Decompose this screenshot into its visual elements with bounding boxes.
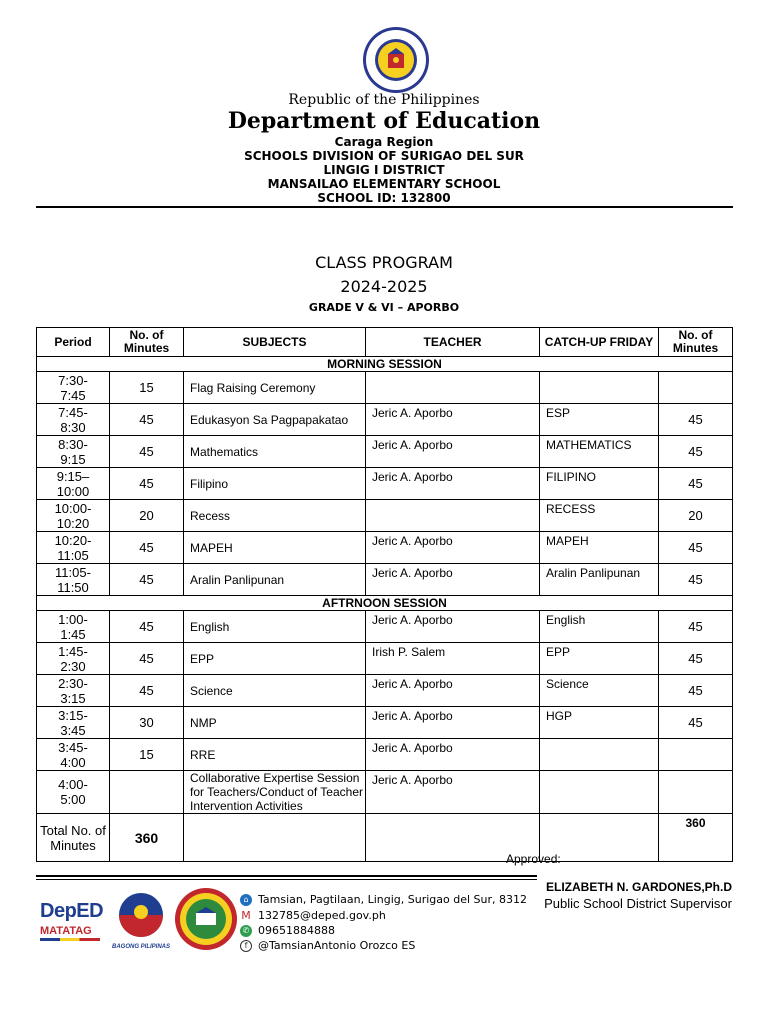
afternoon-session-label: AFTRNOON SESSION bbox=[37, 596, 733, 611]
matatag-text: MATATAG bbox=[40, 925, 92, 937]
friday-minutes-cell: 45 bbox=[659, 532, 733, 564]
facebook-text: @TamsianAntonio Orozco ES bbox=[258, 939, 416, 952]
catchup-cell: Aralin Panlipunan bbox=[540, 564, 659, 596]
period-cell: 3:15- 3:45 bbox=[37, 707, 110, 739]
period-cell: 7:45- 8:30 bbox=[37, 404, 110, 436]
deped-seal-logo bbox=[362, 26, 430, 94]
friday-minutes-cell: 45 bbox=[659, 468, 733, 500]
home-icon: ⌂ bbox=[240, 894, 252, 906]
division-text: SCHOOLS DIVISION OF SURIGAO DEL SUR bbox=[244, 149, 524, 163]
catchup-cell bbox=[540, 739, 659, 771]
subject-cell: Flag Raising Ceremony bbox=[184, 372, 366, 404]
header-period: Period bbox=[37, 328, 110, 357]
email-text: 132785@deped.gov.ph bbox=[258, 909, 386, 922]
subject-cell: Mathematics bbox=[184, 436, 366, 468]
subject-cell: NMP bbox=[184, 707, 366, 739]
subject-cell: Edukasyon Sa Pagpapakatao bbox=[184, 404, 366, 436]
period-cell: 7:30- 7:45 bbox=[37, 372, 110, 404]
table-row bbox=[37, 675, 733, 707]
total-label: Total No. of Minutes bbox=[37, 814, 110, 862]
subject-cell: Recess bbox=[184, 500, 366, 532]
total-friday-minutes: 360 bbox=[659, 814, 733, 862]
minutes-cell: 45 bbox=[110, 675, 184, 707]
class-program-table bbox=[36, 327, 733, 862]
catchup-cell: FILIPINO bbox=[540, 468, 659, 500]
minutes-cell: 45 bbox=[110, 436, 184, 468]
minutes-cell: 45 bbox=[110, 564, 184, 596]
catchup-cell: EPP bbox=[540, 643, 659, 675]
teacher-cell: Jeric A. Aporbo bbox=[366, 771, 540, 814]
footer-rule bbox=[36, 875, 537, 877]
teacher-cell: Jeric A. Aporbo bbox=[366, 675, 540, 707]
header-rule bbox=[36, 206, 733, 208]
signatory-position: Public School District Supervisor bbox=[544, 896, 732, 911]
table-row bbox=[37, 372, 733, 404]
footer-rule-thin bbox=[36, 879, 537, 880]
email-icon: M bbox=[241, 908, 251, 922]
school-year: 2024-2025 bbox=[340, 277, 428, 296]
friday-minutes-cell: 20 bbox=[659, 500, 733, 532]
period-cell: 1:45- 2:30 bbox=[37, 643, 110, 675]
approved-label: Approved: bbox=[506, 852, 561, 866]
phone-text: 09651884888 bbox=[258, 924, 335, 937]
table-row bbox=[37, 436, 733, 468]
minutes-cell: 20 bbox=[110, 500, 184, 532]
deped-matatag-logo bbox=[40, 900, 104, 950]
friday-minutes-cell: 45 bbox=[659, 436, 733, 468]
teacher-cell: Irish P. Salem bbox=[366, 643, 540, 675]
morning-session-label: MORNING SESSION bbox=[37, 357, 733, 372]
period-cell: 3:45- 4:00 bbox=[37, 739, 110, 771]
district-text: LINGIG I DISTRICT bbox=[323, 163, 445, 177]
minutes-cell: 45 bbox=[110, 532, 184, 564]
table-row bbox=[37, 468, 733, 500]
catchup-cell: Science bbox=[540, 675, 659, 707]
region-text: Caraga Region bbox=[334, 135, 434, 149]
period-cell: 11:05- 11:50 bbox=[37, 564, 110, 596]
subject-cell: Collaborative Expertise Session for Teachers/Conduct of Teacher Intervention Activities bbox=[184, 771, 366, 814]
friday-minutes-cell: 45 bbox=[659, 643, 733, 675]
table-header-row bbox=[37, 328, 733, 357]
table-row bbox=[37, 404, 733, 436]
republic-text: Republic of the Philippines bbox=[288, 92, 480, 108]
friday-minutes-cell: 45 bbox=[659, 404, 733, 436]
catchup-cell: English bbox=[540, 611, 659, 643]
contact-phone bbox=[240, 924, 335, 937]
period-cell: 9:15– 10:00 bbox=[37, 468, 110, 500]
department-title: Department of Education bbox=[227, 108, 541, 134]
morning-session-row bbox=[37, 357, 733, 372]
catchup-cell: ESP bbox=[540, 404, 659, 436]
period-cell: 8:30- 9:15 bbox=[37, 436, 110, 468]
bagong-pilipinas-emblem bbox=[112, 890, 170, 940]
table-row bbox=[37, 500, 733, 532]
subject-cell: EPP bbox=[184, 643, 366, 675]
header-teacher: TEACHER bbox=[366, 328, 540, 357]
minutes-cell: 45 bbox=[110, 611, 184, 643]
minutes-cell: 30 bbox=[110, 707, 184, 739]
deped-logo-text: DepED bbox=[40, 900, 104, 922]
header-minutes: No. of Minutes bbox=[110, 328, 184, 357]
minutes-cell: 15 bbox=[110, 739, 184, 771]
table-row bbox=[37, 611, 733, 643]
period-cell: 4:00- 5:00 bbox=[37, 771, 110, 814]
period-cell: 10:20- 11:05 bbox=[37, 532, 110, 564]
catchup-cell: MATHEMATICS bbox=[540, 436, 659, 468]
contact-email bbox=[240, 909, 386, 922]
teacher-cell: Jeric A. Aporbo bbox=[366, 611, 540, 643]
subject-cell: Aralin Panlipunan bbox=[184, 564, 366, 596]
table-row bbox=[37, 771, 733, 814]
friday-minutes-cell bbox=[659, 739, 733, 771]
class-program-title: CLASS PROGRAM bbox=[315, 253, 453, 272]
teacher-cell bbox=[366, 500, 540, 532]
signatory bbox=[544, 880, 732, 911]
teacher-cell: Jeric A. Aporbo bbox=[366, 436, 540, 468]
subject-cell: MAPEH bbox=[184, 532, 366, 564]
teacher-cell: Jeric A. Aporbo bbox=[366, 532, 540, 564]
subject-cell: RRE bbox=[184, 739, 366, 771]
friday-minutes-cell: 45 bbox=[659, 564, 733, 596]
phone-icon: ✆ bbox=[240, 925, 252, 937]
catchup-cell: MAPEH bbox=[540, 532, 659, 564]
teacher-cell bbox=[366, 372, 540, 404]
minutes-cell: 45 bbox=[110, 468, 184, 500]
total-subject-cell bbox=[184, 814, 366, 862]
contact-facebook bbox=[240, 939, 415, 952]
header-friday-minutes: No. of Minutes bbox=[659, 328, 733, 357]
teacher-cell: Jeric A. Aporbo bbox=[366, 564, 540, 596]
table-row bbox=[37, 532, 733, 564]
catchup-cell bbox=[540, 771, 659, 814]
total-row bbox=[37, 814, 733, 862]
contact-address bbox=[240, 893, 527, 906]
subject-cell: Science bbox=[184, 675, 366, 707]
catchup-cell: HGP bbox=[540, 707, 659, 739]
teacher-cell: Jeric A. Aporbo bbox=[366, 707, 540, 739]
teacher-cell: Jeric A. Aporbo bbox=[366, 739, 540, 771]
subject-cell: Filipino bbox=[184, 468, 366, 500]
bagong-pilipinas-text: BAGONG PILIPINAS bbox=[112, 944, 171, 950]
teacher-cell: Jeric A. Aporbo bbox=[366, 468, 540, 500]
facebook-icon: f bbox=[240, 940, 252, 952]
afternoon-session-row bbox=[37, 596, 733, 611]
subject-cell: English bbox=[184, 611, 366, 643]
friday-minutes-cell: 45 bbox=[659, 611, 733, 643]
school-name: MANSAILAO ELEMENTARY SCHOOL bbox=[267, 177, 501, 191]
friday-minutes-cell: 45 bbox=[659, 707, 733, 739]
minutes-cell bbox=[110, 771, 184, 814]
table-row bbox=[37, 707, 733, 739]
total-minutes: 360 bbox=[110, 814, 184, 862]
friday-minutes-cell bbox=[659, 372, 733, 404]
school-logo-emblem bbox=[174, 883, 238, 955]
signatory-name: ELIZABETH N. GARDONES,Ph.D bbox=[545, 880, 732, 894]
catchup-cell: RECESS bbox=[540, 500, 659, 532]
grade-section: GRADE V & VI – APORBO bbox=[308, 301, 460, 314]
minutes-cell: 45 bbox=[110, 643, 184, 675]
table-row bbox=[37, 564, 733, 596]
minutes-cell: 15 bbox=[110, 372, 184, 404]
friday-minutes-cell bbox=[659, 771, 733, 814]
period-cell: 10:00- 10:20 bbox=[37, 500, 110, 532]
table-row bbox=[37, 739, 733, 771]
address-text: Tamsian, Pagtilaan, Lingig, Surigao del Sur, 8312 bbox=[258, 893, 528, 906]
school-logo bbox=[174, 883, 238, 955]
catchup-cell bbox=[540, 372, 659, 404]
period-cell: 1:00- 1:45 bbox=[37, 611, 110, 643]
friday-minutes-cell: 45 bbox=[659, 675, 733, 707]
minutes-cell: 45 bbox=[110, 404, 184, 436]
table-row bbox=[37, 643, 733, 675]
period-cell: 2:30- 3:15 bbox=[37, 675, 110, 707]
header-catchup-friday: CATCH-UP FRIDAY bbox=[540, 328, 659, 357]
header-subjects: SUBJECTS bbox=[184, 328, 366, 357]
bagong-pilipinas-logo bbox=[112, 890, 170, 952]
matatag-underline bbox=[40, 938, 100, 941]
teacher-cell: Jeric A. Aporbo bbox=[366, 404, 540, 436]
school-id: SCHOOL ID: 132800 bbox=[317, 191, 451, 205]
